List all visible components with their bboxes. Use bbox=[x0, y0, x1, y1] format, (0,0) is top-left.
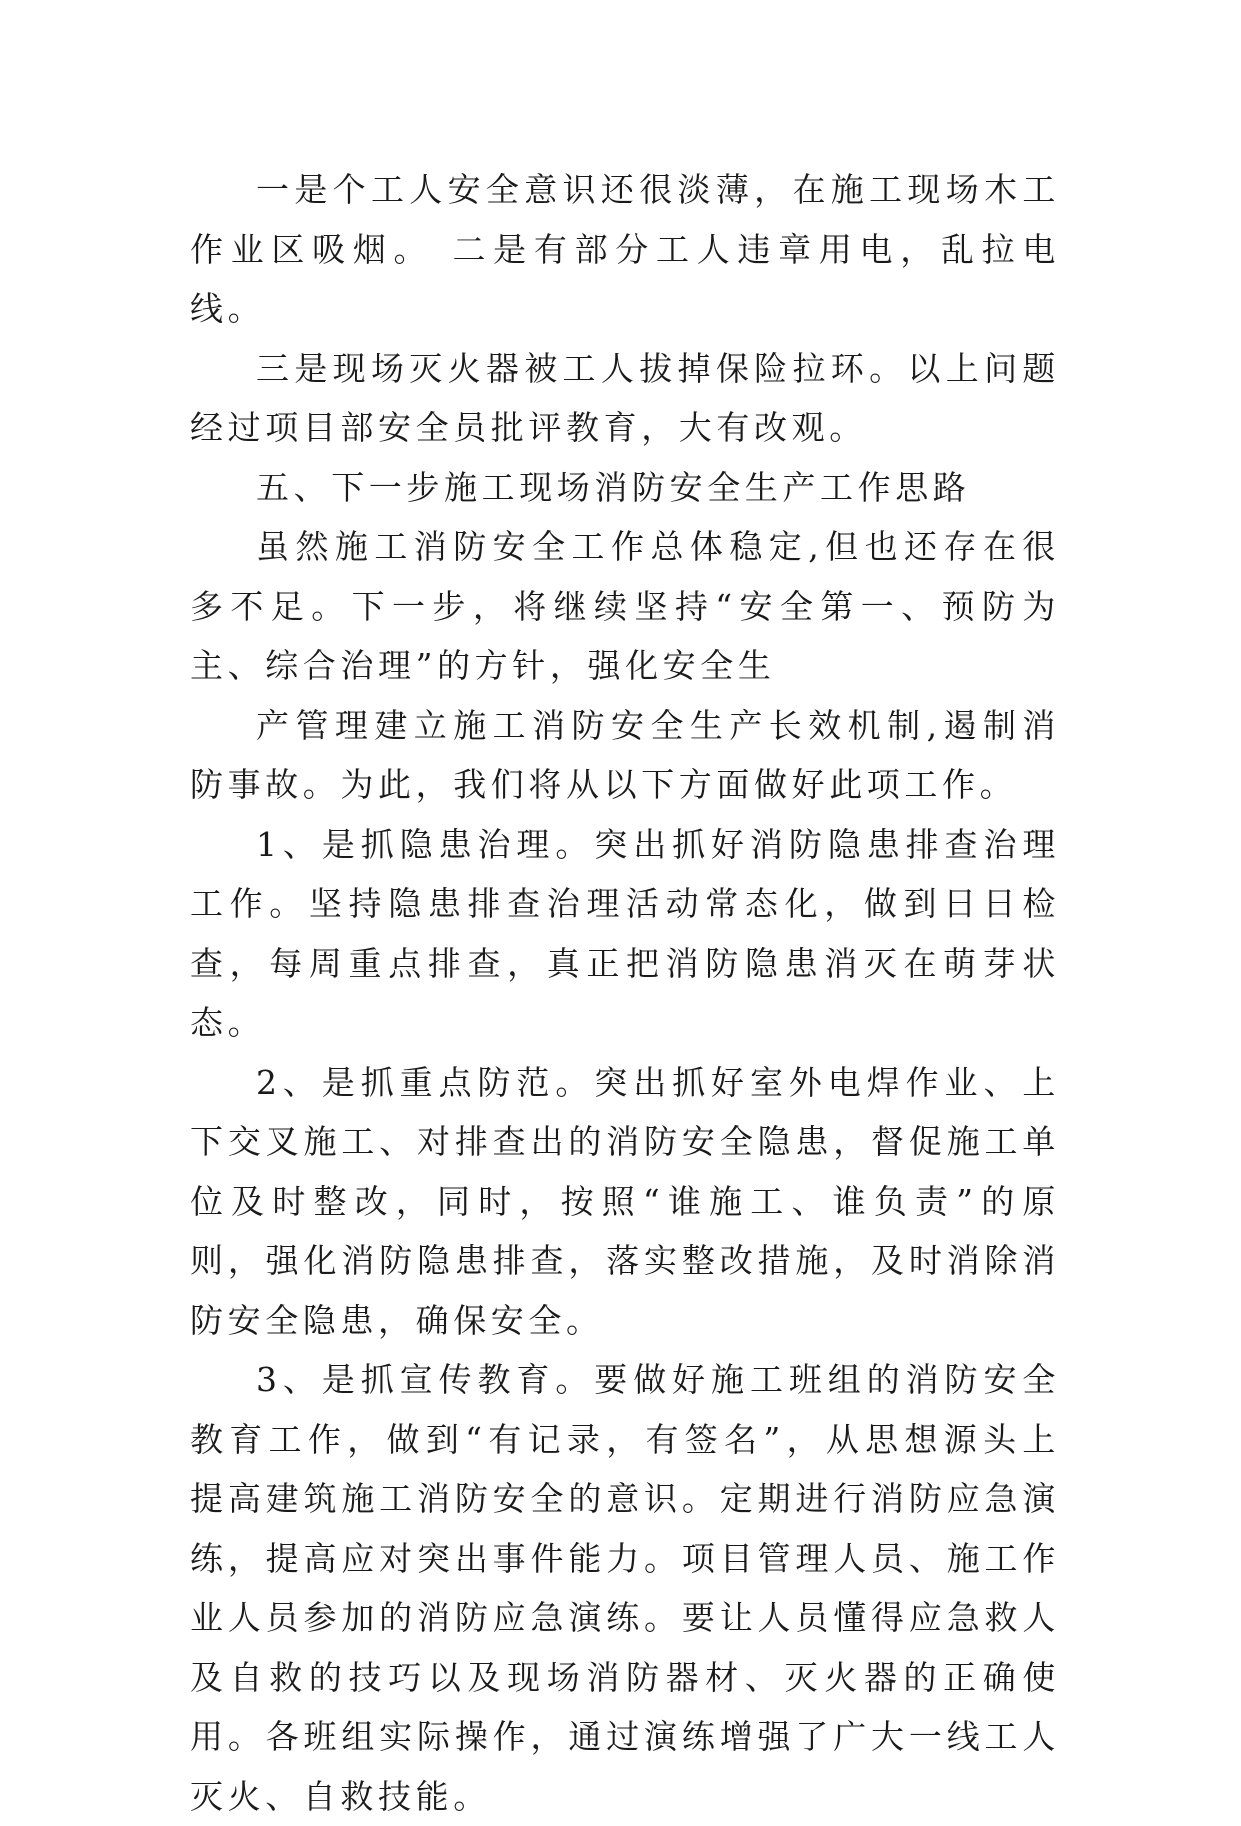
document-body bbox=[190, 160, 1060, 1826]
section-heading-next-steps: 五、下一步施工现场消防安全生产工作思路 bbox=[256, 467, 971, 507]
paragraph-worker-issues: 一是个工人安全意识还很淡薄，在施工现场木工作业区吸烟。 二是有部分工人违章用电，乱拉电线。 bbox=[190, 170, 1060, 328]
paragraph-key-prevention: 2、是抓重点防范。突出抓好室外电焊作业、上下交叉施工、对排查出的消防安全隐患，督促施工单位及时整改，同时，按照“谁施工、谁负责”的原则，强化消防隐患排查，落实整改措施，及时消除消防安全隐患，确保安全。 bbox=[190, 1062, 1060, 1340]
paragraph-management-mechanism: 产管理建立施工消防安全生产长效机制,遏制消防事故。为此，我们将从以下方面做好此项工作。 bbox=[190, 705, 1060, 804]
paragraph-overall-status: 虽然施工消防安全工作总体稳定,但也还存在很多不足。下一步，将继续坚持“安全第一、预防为主、综合治理”的方针，强化安全生 bbox=[190, 527, 1060, 685]
paragraph-hazard-governance: 1、是抓隐患治理。突出抓好消防隐患排查治理工作。坚持隐患排查治理活动常态化，做到日日检查，每周重点排查，真正把消防隐患消灭在萌芽状态。 bbox=[190, 824, 1060, 1042]
paragraph-education: 3、是抓宣传教育。要做好施工班组的消防安全教育工作，做到“有记录，有签名”，从思想源头上提高建筑施工消防安全的意识。定期进行消防应急演练，提高应对突出事件能力。项目管理人员、施工作业人员参加的消防应急演练。要让人员懂得应急救人及自救的技巧以及现场消防器材、灭火器的正确使用。各班组实际操作，通过演练增强了广大一线工人灭火、自救技能。 bbox=[190, 1360, 1060, 1816]
paragraph-extinguisher-issue: 三是现场灭火器被工人拔掉保险拉环。以上问题经过项目部安全员批评教育，大有改观。 bbox=[190, 348, 1060, 447]
